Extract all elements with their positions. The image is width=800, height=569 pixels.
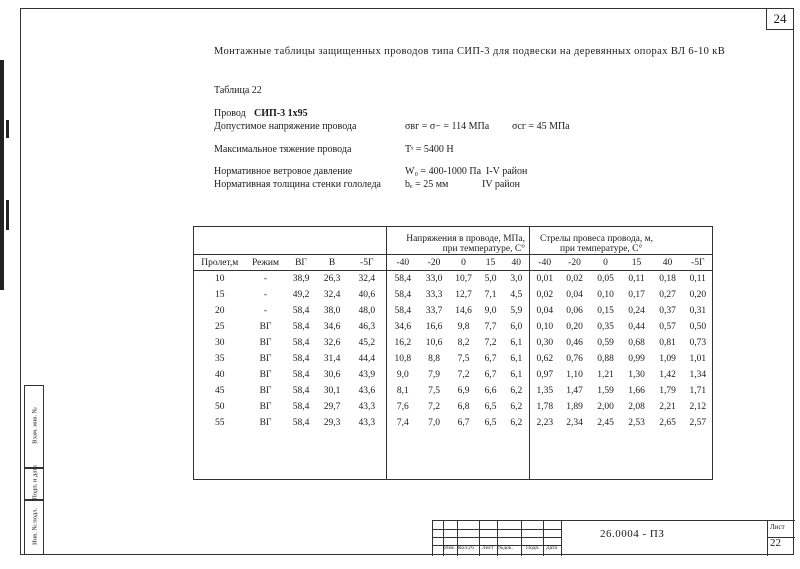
table-cell: 58,4 xyxy=(292,354,310,364)
table-cell: 2,12 xyxy=(684,399,713,415)
table-cell: 4,5 xyxy=(504,287,530,303)
table-cell: 29,7 xyxy=(323,402,341,412)
table-cell: 7,9 xyxy=(428,370,440,380)
table-cell: 0,10 xyxy=(597,290,614,300)
table-cell: 44,4 xyxy=(348,351,387,367)
table-cell: 0,59 xyxy=(597,338,614,348)
column-header: ВГ xyxy=(286,255,317,271)
table-cell: 10,8 xyxy=(394,354,412,364)
max-tension-label: Максимальное тяжение провода xyxy=(214,144,352,155)
table-cell: 0,30 xyxy=(536,338,554,348)
table-cell: 2,23 xyxy=(536,418,554,428)
ice-value: bₑ = 25 мм xyxy=(405,179,449,190)
table-cell: 2,65 xyxy=(659,418,676,428)
table-cell: 2,34 xyxy=(566,418,583,428)
column-header: -20 xyxy=(419,255,450,271)
table-cell: 0,27 xyxy=(659,290,676,300)
table-cell: 0,57 xyxy=(659,322,676,332)
stamp-rule xyxy=(543,521,544,556)
table-cell: 34,6 xyxy=(323,322,341,332)
table-cell: 50 xyxy=(194,399,246,415)
table-cell: ВГ xyxy=(259,370,272,380)
table-cell: 33,3 xyxy=(425,290,443,300)
table-cell: 6,6 xyxy=(484,386,497,396)
table-cell: 0,97 xyxy=(536,370,554,380)
table-cell: 45,2 xyxy=(348,335,387,351)
table-cell: 6,5 xyxy=(484,418,497,428)
table-cell: 1,10 xyxy=(566,370,583,380)
column-header: 0 xyxy=(590,255,622,271)
stamp-rule xyxy=(521,521,522,556)
table-row xyxy=(194,271,713,288)
table-cell: 6,2 xyxy=(504,399,530,415)
table-cell: 48,0 xyxy=(348,303,387,319)
column-header-row xyxy=(194,255,713,271)
column-header: -5Г xyxy=(684,255,713,271)
table-cell: 34,6 xyxy=(394,322,412,332)
table-cell: 2,08 xyxy=(628,402,645,412)
table-cell: 58,4 xyxy=(292,322,310,332)
table-cell: 58,4 xyxy=(292,306,310,316)
table-cell: 6,7 xyxy=(484,370,497,380)
wind-label: Нормативное ветровое давление xyxy=(214,166,353,177)
stamp-col-label: Лист xyxy=(482,545,494,551)
table-row xyxy=(194,399,713,415)
table-cell: ВГ xyxy=(259,354,272,364)
table-cell: 8,2 xyxy=(457,338,470,348)
table-cell: 45 xyxy=(194,383,246,399)
table-cell: 0,46 xyxy=(566,338,583,348)
table-cell: 1,89 xyxy=(566,402,583,412)
table-cell: 0,44 xyxy=(628,322,645,332)
table-cell: 7,5 xyxy=(428,386,440,396)
table-cell: 1,21 xyxy=(597,370,614,380)
column-header: 15 xyxy=(622,255,652,271)
table-cell: 7,2 xyxy=(428,402,440,412)
table-cell: 7,6 xyxy=(396,402,409,412)
table-cell: 0,18 xyxy=(659,274,676,284)
table-cell: 38,9 xyxy=(292,274,310,284)
sag-group-line2: при температуре, С° xyxy=(560,244,643,254)
max-tension-value: Tˢ = 5400 Н xyxy=(405,144,454,155)
table-cell: 9,8 xyxy=(457,322,470,332)
column-header: 15 xyxy=(478,255,504,271)
document-title: Монтажные таблицы защищенных проводов типа СИП-3 для подвески на деревянных опорах ВЛ 6-10 кВ xyxy=(214,46,726,57)
table-cell: 25 xyxy=(194,319,246,335)
table-cell: 8,8 xyxy=(428,354,440,364)
table-cell: 5,9 xyxy=(504,303,530,319)
table-cell: 6,1 xyxy=(504,367,530,383)
table-cell: 58,4 xyxy=(292,370,310,380)
column-header: 40 xyxy=(652,255,684,271)
table-cell: 7,4 xyxy=(396,418,409,428)
table-cell: 6,7 xyxy=(457,418,470,428)
column-header: Режим xyxy=(246,255,286,271)
wire-value: СИП-3 1х95 xyxy=(254,108,308,119)
table-cell: 2,00 xyxy=(597,402,614,412)
table-cell: 30,1 xyxy=(323,386,341,396)
empty-row xyxy=(194,463,713,480)
table-cell: 1,71 xyxy=(684,383,713,399)
table-cell: 1,59 xyxy=(597,386,614,396)
table-cell: 58,4 xyxy=(394,306,412,316)
stamp-col-label: №док. xyxy=(498,545,513,551)
table-cell: 0,04 xyxy=(536,306,554,316)
side-label: Взам. инв. № xyxy=(31,407,39,444)
table-cell: 0,11 xyxy=(628,274,645,284)
table-cell: ВГ xyxy=(259,418,272,428)
table-cell: 0,50 xyxy=(684,319,713,335)
table-cell: 43,6 xyxy=(348,383,387,399)
stamp-col-label: Дата xyxy=(546,545,557,551)
table-cell: 6,1 xyxy=(504,335,530,351)
table-cell: - xyxy=(263,290,268,300)
table-cell: 20 xyxy=(194,303,246,319)
side-label: Инв. № подл. xyxy=(31,507,39,546)
table-row xyxy=(194,303,713,319)
table-cell: 58,4 xyxy=(394,290,412,300)
table-cell: 43,9 xyxy=(348,367,387,383)
table-cell: 9,0 xyxy=(484,306,497,316)
table-cell: 0,06 xyxy=(566,306,583,316)
document-number: 26.0004 - ПЗ xyxy=(600,528,665,540)
column-header: -40 xyxy=(530,255,560,271)
table-cell: 0,04 xyxy=(566,290,583,300)
table-cell: 7,5 xyxy=(457,354,470,364)
table-cell: ВГ xyxy=(259,402,272,412)
table-cell: 32,4 xyxy=(348,271,387,288)
table-cell: 8,1 xyxy=(396,386,409,396)
table-cell: 30,6 xyxy=(323,370,341,380)
table-cell: 40 xyxy=(194,367,246,383)
table-cell: 6,7 xyxy=(484,354,497,364)
column-header: -5Г xyxy=(348,255,387,271)
table-cell: ВГ xyxy=(259,386,272,396)
stamp-col-label: Подп. xyxy=(526,545,540,551)
table-cell: 0,02 xyxy=(536,290,554,300)
table-cell: 0,05 xyxy=(597,274,614,284)
stamp-rule xyxy=(767,521,768,556)
table-cell: 2,53 xyxy=(628,418,645,428)
table-cell: 12,7 xyxy=(455,290,472,300)
table-cell: 1,01 xyxy=(684,351,713,367)
empty-row xyxy=(194,431,713,447)
mounting-table xyxy=(193,226,713,480)
table-cell: 0,20 xyxy=(684,287,713,303)
column-header: -40 xyxy=(387,255,419,271)
sheet-number: 22 xyxy=(770,537,781,549)
table-row xyxy=(194,415,713,431)
stamp-col-label: Кол.уч xyxy=(458,545,474,551)
table-row xyxy=(194,383,713,399)
stamp-rule xyxy=(479,521,480,556)
table-cell: 49,2 xyxy=(292,290,310,300)
table-cell: 6,9 xyxy=(457,386,470,396)
table-cell: 0,99 xyxy=(628,354,645,364)
table-cell: 43,3 xyxy=(348,399,387,415)
scan-artifact xyxy=(6,120,9,138)
table-cell: 5,0 xyxy=(484,274,497,284)
table-cell: ВГ xyxy=(259,322,272,332)
column-header: В xyxy=(317,255,348,271)
stress-cg-value: σсг = 45 МПа xyxy=(512,121,570,132)
column-header: Пролет,м xyxy=(194,255,246,271)
table-cell: 16,2 xyxy=(394,338,412,348)
table-cell: 58,4 xyxy=(292,418,310,428)
table-row xyxy=(194,335,713,351)
allowed-stress-value: σвг = σ− = 114 МПа xyxy=(405,121,490,132)
table-cell: 6,0 xyxy=(504,319,530,335)
table-cell: 58,4 xyxy=(394,274,412,284)
table-label: Таблица 22 xyxy=(214,85,262,96)
table-cell: 58,4 xyxy=(292,402,310,412)
table-cell: 0,76 xyxy=(566,354,583,364)
table-cell: 7,7 xyxy=(484,322,497,332)
table-cell: 6,2 xyxy=(504,415,530,431)
table-cell: 16,6 xyxy=(425,322,443,332)
table-cell: 10,7 xyxy=(455,274,472,284)
table-cell: 1,66 xyxy=(628,386,645,396)
table-cell: 6,5 xyxy=(484,402,497,412)
table-cell: 10 xyxy=(194,271,246,288)
table-cell: 33,0 xyxy=(425,274,443,284)
table-cell: 0,02 xyxy=(566,274,583,284)
allowed-stress-label: Допустимое напряжение провода xyxy=(214,121,357,132)
empty-row xyxy=(194,447,713,463)
table-row xyxy=(194,319,713,335)
table-cell: 1,78 xyxy=(536,402,554,412)
table-cell: 0,15 xyxy=(597,306,614,316)
header-spacer xyxy=(194,227,387,255)
sag-group-header xyxy=(530,227,713,255)
scan-artifact xyxy=(0,60,4,290)
stress-group-line2: при температуре, С° xyxy=(442,244,525,254)
table-cell: 29,3 xyxy=(323,418,341,428)
table-cell: 1,42 xyxy=(659,370,676,380)
table-cell: 10,6 xyxy=(425,338,443,348)
table-cell: 0,31 xyxy=(684,303,713,319)
ice-label: Нормативная толщина стенки гололеда xyxy=(214,179,381,190)
table-cell: 38,0 xyxy=(323,306,341,316)
table-cell: 46,3 xyxy=(348,319,387,335)
table-cell: - xyxy=(263,274,268,284)
table-cell: 2,45 xyxy=(597,418,614,428)
scan-artifact xyxy=(6,200,9,230)
table-cell: 55 xyxy=(194,415,246,431)
side-label: Подп. и дата xyxy=(31,465,39,500)
table-cell: 0,62 xyxy=(536,354,554,364)
table-cell: 0,37 xyxy=(659,306,676,316)
wind-value: W₀ = 400-1000 Па xyxy=(405,166,482,177)
table-row xyxy=(194,351,713,367)
stress-group-header xyxy=(387,227,530,255)
table-cell: 0,73 xyxy=(684,335,713,351)
table-cell: 58,4 xyxy=(292,338,310,348)
table-cell: 0,20 xyxy=(566,322,583,332)
table-cell: 0,81 xyxy=(659,338,676,348)
table-cell: 1,47 xyxy=(566,386,583,396)
table-cell: 7,2 xyxy=(484,338,497,348)
table-cell: 2,21 xyxy=(659,402,676,412)
wire-label: Провод xyxy=(214,108,246,119)
page-number: 24 xyxy=(766,8,794,30)
table-cell: 43,3 xyxy=(348,415,387,431)
table-cell: 0,10 xyxy=(536,322,554,332)
table-cell: 0,11 xyxy=(684,271,713,288)
table-cell: 40,6 xyxy=(348,287,387,303)
table-cell: 2,57 xyxy=(684,415,713,431)
table-cell: 6,2 xyxy=(504,383,530,399)
table-cell: 0,01 xyxy=(536,274,554,284)
column-header: 0 xyxy=(450,255,478,271)
table-cell: 32,4 xyxy=(323,290,341,300)
table-cell: 0,24 xyxy=(628,306,645,316)
table-row xyxy=(194,287,713,303)
table-cell: 14,6 xyxy=(455,306,472,316)
table-cell: 58,4 xyxy=(292,386,310,396)
table-cell: ВГ xyxy=(259,338,272,348)
ice-region: IV район xyxy=(482,179,521,190)
table-cell: 1,35 xyxy=(536,386,554,396)
table-cell: 7,2 xyxy=(457,370,470,380)
table-cell: 30 xyxy=(194,335,246,351)
sheet-label: Лист xyxy=(770,523,785,531)
table-cell: 35 xyxy=(194,351,246,367)
stamp-rule xyxy=(561,521,562,556)
table-cell: 31,4 xyxy=(323,354,341,364)
table-cell: 1,79 xyxy=(659,386,676,396)
table-cell: 7,0 xyxy=(428,418,440,428)
table-cell: 6,1 xyxy=(504,351,530,367)
table-cell: 26,3 xyxy=(323,274,341,284)
stress-group-line1: Напряжения в проводе, МПа, xyxy=(406,234,525,244)
table-cell: 0,17 xyxy=(628,290,645,300)
table-cell: 32,6 xyxy=(323,338,341,348)
table-cell: 0,88 xyxy=(597,354,614,364)
table-cell: 6,8 xyxy=(457,402,470,412)
table-row xyxy=(194,367,713,383)
table-cell: 1,09 xyxy=(659,354,676,364)
table-cell: 33,7 xyxy=(425,306,443,316)
sag-group-line1: Стрелы провеса провода, м, xyxy=(540,234,654,244)
table-cell: 7,1 xyxy=(484,290,497,300)
column-header: -20 xyxy=(560,255,590,271)
table-cell: 3,0 xyxy=(504,271,530,288)
table-cell: 15 xyxy=(194,287,246,303)
side-box-inventory xyxy=(24,500,44,555)
wind-region: I-V район xyxy=(486,166,528,177)
table-cell: 9,0 xyxy=(396,370,409,380)
table-cell: 1,34 xyxy=(684,367,713,383)
table-cell: 1,30 xyxy=(628,370,645,380)
table-cell: 0,35 xyxy=(597,322,614,332)
column-header: 40 xyxy=(504,255,530,271)
table-cell: - xyxy=(263,306,268,316)
stamp-col-label: Изм. xyxy=(444,545,455,551)
table-cell: 0,68 xyxy=(628,338,645,348)
